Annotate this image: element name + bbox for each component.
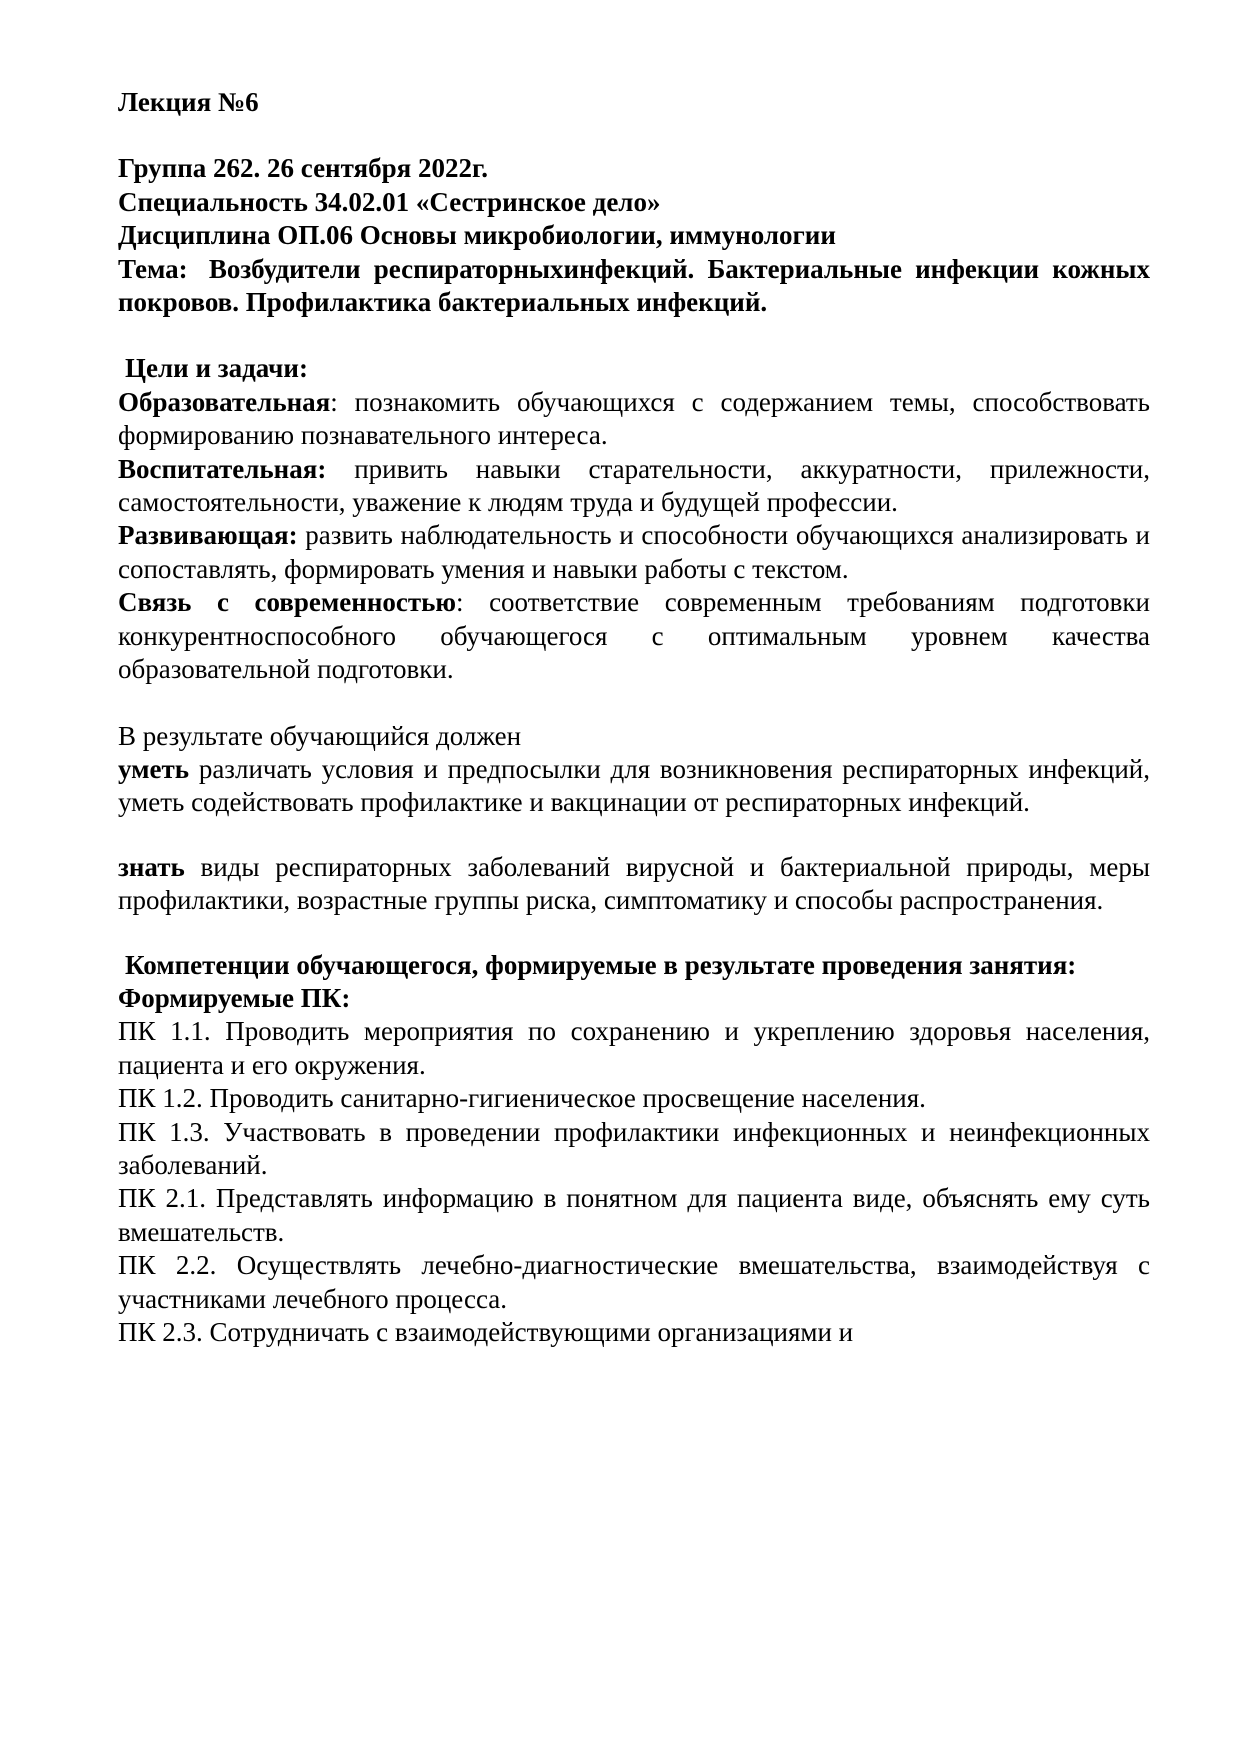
document-page <box>118 86 1150 1349</box>
goal-text: развить наблюдательность и способности обучающихся анализировать и сопоставлять, формировать умения и навыки работы с текстом. <box>118 520 1150 584</box>
skills-label: уметь <box>118 753 190 784</box>
goal-label: Воспитательная: <box>118 453 327 484</box>
goals-heading: Цели и задачи: <box>125 353 308 384</box>
competency-item: ПК 1.3. Участвовать в проведении профилактики инфекционных и неинфекционных заболеваний. <box>118 1116 1150 1180</box>
competency-item: ПК 2.1. Представлять информацию в понятном для пациента виде, объяснять ему суть вмешательств. <box>118 1183 1150 1247</box>
spacer <box>118 687 1150 720</box>
knowledge-label: знать <box>118 851 185 882</box>
outcomes-knowledge <box>118 851 1150 918</box>
goal-sep: : <box>330 386 338 417</box>
goal-label: Связь с современностью <box>118 587 457 618</box>
spacer <box>118 319 1150 352</box>
topic-line <box>118 253 1150 320</box>
outcomes-intro: В результате обучающийся должен <box>118 720 522 751</box>
topic-text: Возбудители респираторныхинфекций. Бактериальные инфекции кожных покровов. Профилактика бактериальных инфекций. <box>118 253 1150 318</box>
competency-item: ПК 1.1. Проводить мероприятия по сохранению и укреплению здоровья населения, пациента и его окружения. <box>118 1016 1150 1080</box>
lecture-title: Лекция №6 <box>118 87 259 117</box>
competency-item: ПК 2.2. Осуществлять лечебно-диагностические вмешательства, взаимодействуя с участниками лечебного процесса. <box>118 1250 1150 1314</box>
goal-label: Развивающая: <box>118 520 298 551</box>
competencies-heading: Компетенции обучающегося, формируемые в результате проведения занятия: <box>125 949 1077 980</box>
discipline-line: Дисциплина ОП.06 Основы микробиологии, иммунологии <box>118 220 836 251</box>
competency-item: ПК 2.3. Сотрудничать с взаимодействующими организациями и <box>118 1317 854 1347</box>
goal-developing <box>118 519 1150 586</box>
knowledge-text: виды респираторных заболеваний вирусной и бактериальной природы, меры профилактики, возрастные группы риска, симптоматику и способы распространения. <box>118 851 1150 916</box>
spacer <box>118 918 1150 949</box>
goal-text: привить навыки старательности, аккуратности, прилежности, самостоятельности, уважение к людям труда и будущей профессии. <box>118 453 1150 518</box>
spacer <box>118 119 1150 152</box>
competencies-subheading: Формируемые ПК: <box>118 982 351 1013</box>
goal-label: Образовательная <box>118 386 331 417</box>
group-line: Группа 262. 26 сентября 2022г. <box>118 153 488 184</box>
goal-sep: : <box>456 587 464 618</box>
goal-upbringing <box>118 453 1150 520</box>
spacer <box>118 820 1150 851</box>
outcomes-skills <box>118 753 1150 820</box>
goal-text: познакомить обучающихся с содержанием темы, способствовать формированию познавательного интереса. <box>118 386 1150 451</box>
topic-label: Тема: <box>118 253 188 284</box>
skills-text: различать условия и предпосылки для возникновения респираторных инфекций, уметь содействовать профилактике и вакцинации от респираторных инфекций. <box>118 753 1150 818</box>
goal-educational <box>118 386 1150 453</box>
specialty-line: Специальность 34.02.01 «Сестринское дело» <box>118 186 661 217</box>
goal-modernity <box>118 586 1150 686</box>
goal-text: соответствие современным требованиям подготовки конкурентноспособного обучающегося с оптимальным уровнем качества образовательной подготовки. <box>118 587 1150 685</box>
competency-item: ПК 1.2. Проводить санитарно-гигиеническое просвещение населения. <box>118 1083 926 1114</box>
